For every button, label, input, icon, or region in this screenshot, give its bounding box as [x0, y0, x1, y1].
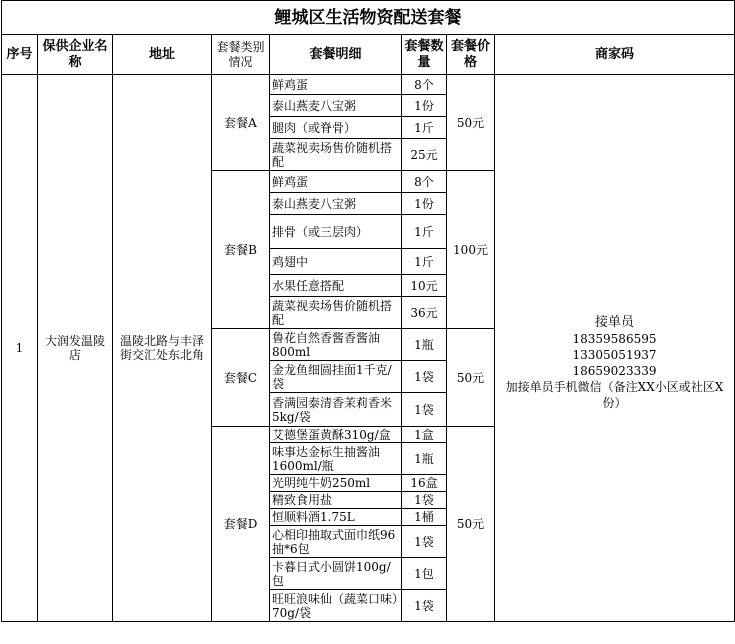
package-item-qty: 1袋: [402, 526, 447, 558]
merchant-code-cell: [495, 75, 735, 622]
header-qty: 套餐数量: [402, 35, 447, 75]
package-item-detail: 金龙鱼细圆挂面1千克/袋: [270, 361, 402, 393]
package-price: 50元: [447, 329, 495, 427]
package-item-detail: 蔬菜视卖场售价随机搭配: [270, 297, 402, 329]
package-item-detail: 蔬菜视卖场售价随机搭配: [270, 139, 402, 171]
merchant-note: 加接单员手机微信（备注XX小区或社区X份）: [505, 380, 724, 410]
table-body: [2, 75, 735, 622]
package-item-detail: 味事达金标生抽酱油1600ml/瓶: [270, 443, 402, 475]
header-address: 地址: [113, 35, 212, 75]
merchant-phone: 18659023339: [572, 364, 657, 378]
company-cell: 大润发温陵店: [38, 75, 113, 622]
table-row: [2, 75, 735, 95]
package-item-qty: 8个: [402, 75, 447, 95]
package-item-qty: 8个: [402, 171, 447, 193]
header-company: 保供企业名称: [38, 35, 113, 75]
merchant-phone: 18359586595: [572, 332, 657, 346]
package-item-detail: 鲜鸡蛋: [270, 75, 402, 95]
package-item-qty: 1斤: [402, 117, 447, 139]
header-detail: 套餐明细: [270, 35, 402, 75]
address-cell: 温陵北路与丰泽街交汇处东北角: [113, 75, 212, 622]
package-item-detail: 泰山燕麦八宝粥: [270, 95, 402, 117]
package-item-detail: 鸡翅中: [270, 249, 402, 275]
package-item-detail: 排骨（或三层肉）: [270, 215, 402, 249]
package-item-qty: 1袋: [402, 492, 447, 509]
header-merchant: 商家码: [495, 35, 735, 75]
package-item-qty: 1瓶: [402, 443, 447, 475]
merchant-label: 接单员: [594, 315, 634, 330]
package-item-qty: 1斤: [402, 215, 447, 249]
package-item-qty: 1袋: [402, 393, 447, 427]
package-item-qty: 36元: [402, 297, 447, 329]
package-item-detail: 旺旺浪味仙（蔬菜口味）70g/袋: [270, 590, 402, 622]
package-item-detail: 恒顺料酒1.75L: [270, 509, 402, 526]
package-item-detail: 精致食用盐: [270, 492, 402, 509]
seq-cell: 1: [2, 75, 38, 622]
package-item-detail: 泰山燕麦八宝粥: [270, 193, 402, 215]
package-item-detail: 水果任意搭配: [270, 275, 402, 297]
package-item-qty: 1桶: [402, 509, 447, 526]
package-item-qty: 16盒: [402, 475, 447, 492]
package-item-detail: 光明纯牛奶250ml: [270, 475, 402, 492]
package-item-qty: 1袋: [402, 361, 447, 393]
package-item-detail: 鲜鸡蛋: [270, 171, 402, 193]
package-item-qty: 1份: [402, 95, 447, 117]
package-item-detail: 鲁花自然香酱香酱油800ml: [270, 329, 402, 361]
merchant-phone: 13305051937: [572, 348, 657, 362]
package-price: 100元: [447, 171, 495, 329]
package-item-detail: 艾德堡蛋黄酥310g/盒: [270, 427, 402, 443]
package-table: [1, 0, 735, 622]
package-item-qty: 1袋: [402, 590, 447, 622]
package-item-qty: 1盒: [402, 427, 447, 443]
package-item-qty: 1包: [402, 558, 447, 590]
page-title: 鲤城区生活物资配送套餐: [2, 1, 735, 35]
package-item-detail: 卡暮日式小圆饼100g/包: [270, 558, 402, 590]
package-name: 套餐C: [212, 329, 270, 427]
package-price: 50元: [447, 427, 495, 622]
package-item-detail: 腿肉（或脊骨）: [270, 117, 402, 139]
package-item-detail: 心相印抽取式面巾纸96抽*6包: [270, 526, 402, 558]
package-item-detail: 香满园泰清香茉莉香米5kg/袋: [270, 393, 402, 427]
package-name: 套餐D: [212, 427, 270, 622]
package-name: 套餐B: [212, 171, 270, 329]
package-item-qty: 25元: [402, 139, 447, 171]
package-name: 套餐A: [212, 75, 270, 171]
header-price: 套餐价格: [447, 35, 495, 75]
package-item-qty: 10元: [402, 275, 447, 297]
package-price: 50元: [447, 75, 495, 171]
header-seq: 序号: [2, 35, 38, 75]
header-category: 套餐类别情况: [212, 35, 270, 75]
package-item-qty: 1瓶: [402, 329, 447, 361]
package-item-qty: 1斤: [402, 249, 447, 275]
package-item-qty: 1份: [402, 193, 447, 215]
